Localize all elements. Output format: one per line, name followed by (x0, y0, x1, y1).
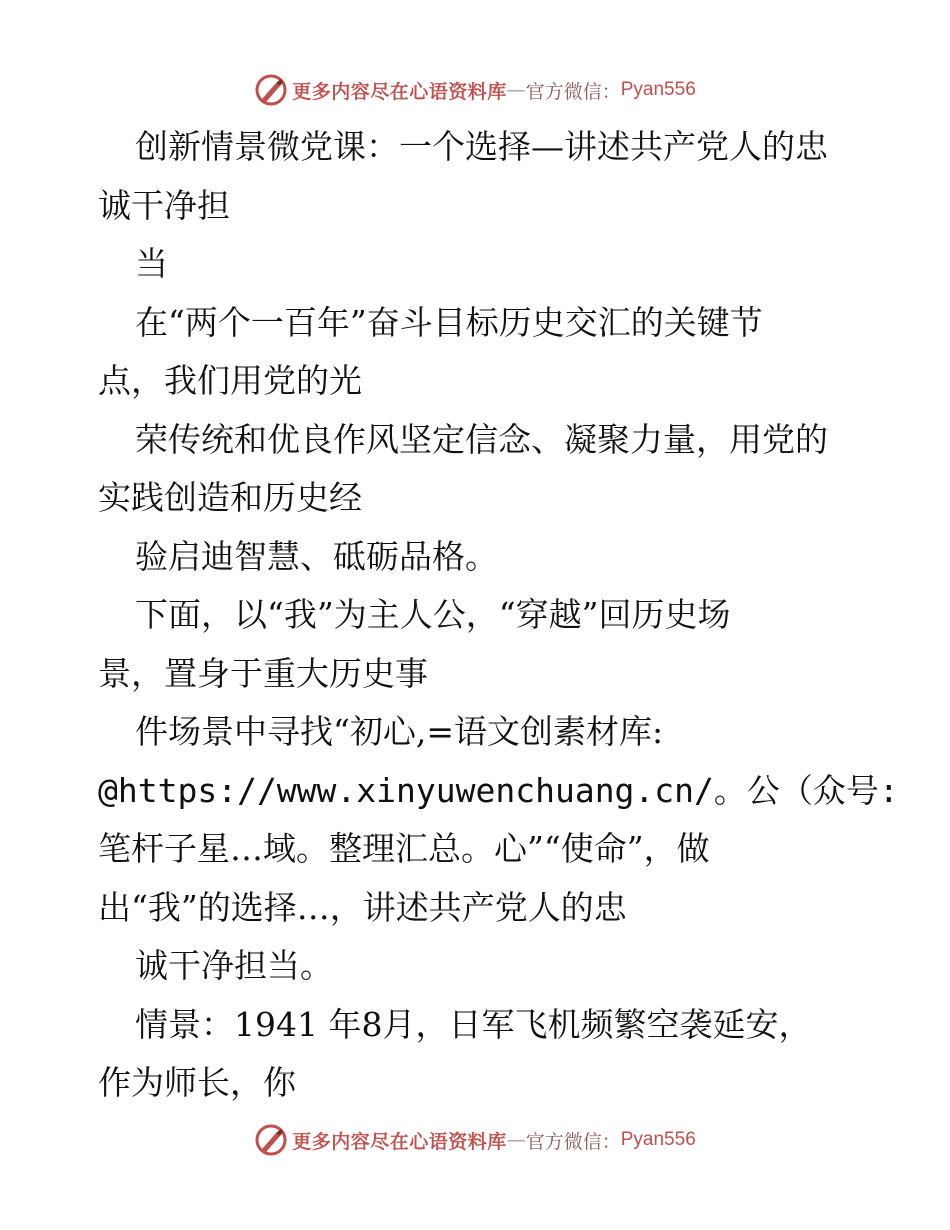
text-line-13: 笔杆子星…域。整理汇总。心”“使命”，做 (98, 829, 710, 868)
watermark-site-name: 更多内容尽在心语资料库 (292, 1130, 507, 1153)
watermark-wechat-label: 官方微信： (525, 1130, 621, 1153)
watermark-wechat-id: Pyan556 (620, 79, 696, 100)
text-line-4: 在“两个一百年”奋斗目标历史交汇的关键节 (135, 302, 763, 342)
watermark-site-name: 更多内容尽在心语资料库 (292, 80, 507, 103)
watermark-dash: — (506, 79, 526, 101)
text-line-5: 点，我们用党的光 (98, 361, 362, 400)
text-line-1: 创新情景微党课：一个选择—讲述共产党人的忠 (135, 127, 828, 166)
pen-logo-icon (254, 73, 288, 107)
text-line-17: 作为师长，你 (98, 1063, 296, 1102)
text-line-16: 情景：1941 年8月，日军飞机频繁空袭延安， (135, 1004, 812, 1044)
watermark-wechat-id: Pyan556 (620, 1129, 696, 1150)
text-line-6: 荣传统和优良作风坚定信念、凝聚力量，用党的 (135, 419, 828, 459)
text-line-15: 诚干净担当。 (135, 946, 333, 985)
watermark-dash: — (506, 1129, 526, 1151)
text-line-14: 出“我”的选择…，讲述共产党人的忠 (98, 887, 627, 927)
pen-logo-icon (254, 1123, 288, 1157)
text-line-7: 实践创造和历史经 (98, 478, 362, 517)
footer-watermark (0, 1120, 950, 1160)
text-line-10: 景，置身于重大历史事 (98, 653, 428, 693)
document-body (98, 118, 899, 1113)
text-line-3: 当 (135, 244, 168, 283)
watermark-wechat-label: 官方微信： (525, 80, 621, 103)
header-watermark (0, 70, 950, 110)
text-line-8: 验启迪智慧、砥砺品格。 (135, 536, 498, 576)
text-line-12-url: @https://www.xinyuwenchuang.cn/。公（众号: (98, 770, 899, 810)
text-line-9: 下面，以“我”为主人公，“穿越”回历史场 (135, 595, 731, 634)
text-line-11: 件场景中寻找“初心,=语文创素材库: (135, 712, 664, 751)
text-line-2: 诚干净担 (98, 185, 230, 225)
